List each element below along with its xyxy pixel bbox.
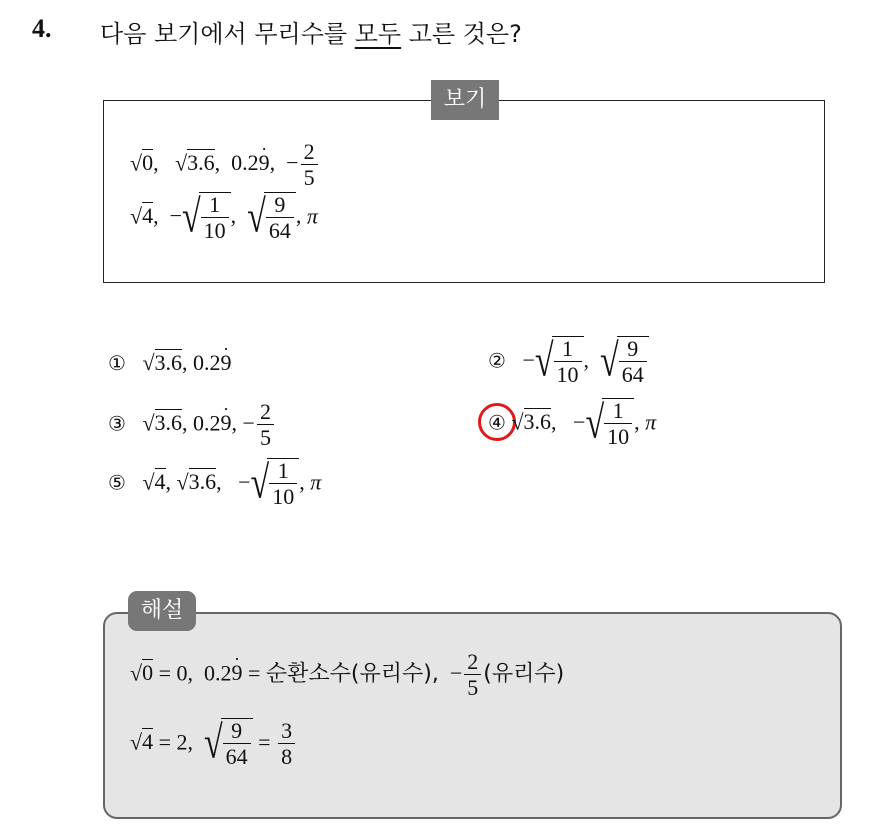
bogi-label: 보기 (431, 80, 499, 120)
bogi-item-neg-2-5: − $\frac{2}{5}$ (286, 150, 319, 175)
explanation-line-1: √0 = 0, 0.29 · = 순환소수(유리수), − $\frac{2}{5}$ (유리수) (130, 650, 564, 700)
explanation-korean-1: 순환소수(유리수), (265, 661, 439, 687)
question-text-underlined: 모두 (354, 20, 402, 48)
bogi-item-sqrt4: √4, (130, 203, 159, 229)
explanation-box (103, 612, 842, 819)
question-number: 4. (32, 14, 52, 43)
choice-1[interactable]: ① √3.6, 0.29 · (108, 350, 232, 376)
question-text-before: 다음 보기에서 무리수를 (100, 20, 355, 48)
bogi-item-sqrt0: √0, (130, 150, 159, 176)
choice-3[interactable]: ③ √3.6, 0.29 ·, − $\frac{2}{5}$ (108, 400, 276, 450)
bogi-item-sqrt-9-64: √ $\frac{9}{64}$ , (247, 192, 302, 244)
choice-2[interactable]: ② −√ $\frac{1}{10}$ , √ $\frac{9}{64}$ (488, 336, 649, 387)
explanation-korean-2: (유리수) (483, 661, 565, 687)
bogi-row-1 (130, 140, 320, 190)
bogi-item-neg-sqrt-1-10: −√ $\frac{1}{10}$ , (169, 192, 237, 244)
bogi-item-0-29-repeating: 0.29 ·, (231, 150, 275, 175)
bogi-item-sqrt3-6: √3.6, (175, 150, 221, 176)
choice-5[interactable]: ⑤ √4, √3.6, −√ $\frac{1}{10}$ , π (108, 458, 322, 510)
explanation-line-2: √4 = 2, √ $\frac{9}{64}$ = $\frac{3}{8}$ (130, 718, 297, 769)
bogi-item-pi: π (306, 203, 318, 229)
explanation-label: 해설 (128, 591, 196, 631)
question-text (100, 14, 522, 49)
question-text-after: 고른 것은? (401, 20, 522, 48)
choice-4[interactable]: ④ √3.6, −√ $\frac{1}{10}$ , π (488, 398, 657, 450)
bogi-row-2 (130, 192, 318, 243)
